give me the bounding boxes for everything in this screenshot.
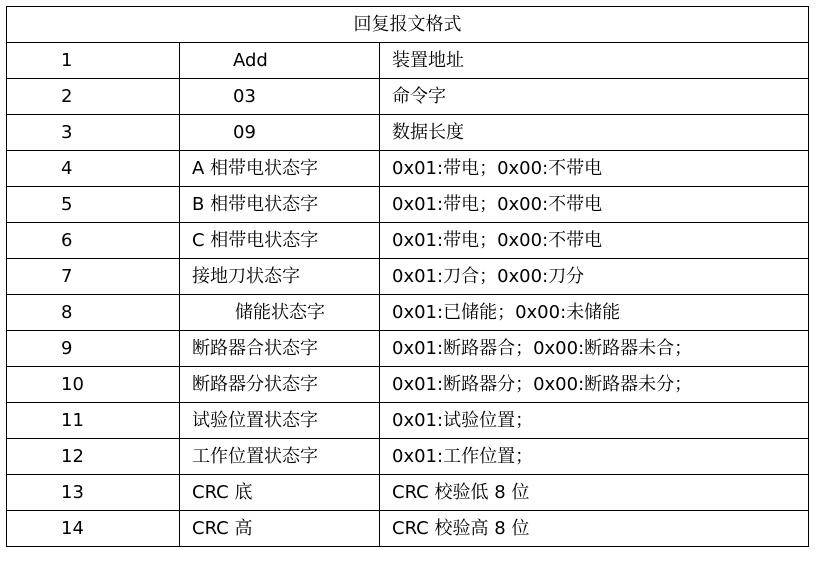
field-name: 断路器分状态字 — [180, 367, 380, 403]
table-row — [7, 259, 809, 295]
row-number: 3 — [7, 115, 180, 151]
field-description: 命令字 — [380, 79, 809, 115]
row-number: 11 — [7, 403, 180, 439]
table-row — [7, 187, 809, 223]
row-number: 2 — [7, 79, 180, 115]
table-row — [7, 439, 809, 475]
row-number: 4 — [7, 151, 180, 187]
reply-message-format-table — [6, 6, 809, 547]
field-description: 0x01:带电；0x00:不带电 — [380, 187, 809, 223]
row-number: 13 — [7, 475, 180, 511]
table-row — [7, 43, 809, 79]
row-number: 7 — [7, 259, 180, 295]
table-row — [7, 223, 809, 259]
row-number: 12 — [7, 439, 180, 475]
table-row — [7, 367, 809, 403]
field-description: 0x01:断路器分；0x00:断路器未分； — [380, 367, 809, 403]
field-description: 装置地址 — [380, 43, 809, 79]
row-number: 8 — [7, 295, 180, 331]
table-row — [7, 79, 809, 115]
field-description: 0x01:工作位置； — [380, 439, 809, 475]
row-number: 9 — [7, 331, 180, 367]
field-name: 接地刀状态字 — [180, 259, 380, 295]
field-description: 0x01:刀合；0x00:刀分 — [380, 259, 809, 295]
table-row — [7, 511, 809, 547]
field-description: 0x01:断路器合；0x00:断路器未合； — [380, 331, 809, 367]
row-number: 14 — [7, 511, 180, 547]
field-name: CRC 底 — [180, 475, 380, 511]
row-number: 6 — [7, 223, 180, 259]
field-name: C 相带电状态字 — [180, 223, 380, 259]
table-title: 回复报文格式 — [7, 7, 809, 43]
field-name: 03 — [180, 79, 380, 115]
table-row — [7, 331, 809, 367]
field-name: B 相带电状态字 — [180, 187, 380, 223]
field-name: CRC 高 — [180, 511, 380, 547]
field-description: 0x01:带电；0x00:不带电 — [380, 223, 809, 259]
field-name: Add — [180, 43, 380, 79]
field-description: CRC 校验低 8 位 — [380, 475, 809, 511]
field-name: 储能状态字 — [180, 295, 380, 331]
row-number: 1 — [7, 43, 180, 79]
field-name: 工作位置状态字 — [180, 439, 380, 475]
field-name: A 相带电状态字 — [180, 151, 380, 187]
table-row — [7, 115, 809, 151]
field-name: 断路器合状态字 — [180, 331, 380, 367]
field-name: 09 — [180, 115, 380, 151]
row-number: 5 — [7, 187, 180, 223]
table-row — [7, 151, 809, 187]
table-row — [7, 295, 809, 331]
field-description: 数据长度 — [380, 115, 809, 151]
row-number: 10 — [7, 367, 180, 403]
table-row — [7, 475, 809, 511]
field-description: 0x01:带电；0x00:不带电 — [380, 151, 809, 187]
field-description: 0x01:已储能；0x00:未储能 — [380, 295, 809, 331]
field-description: 0x01:试验位置； — [380, 403, 809, 439]
table-row — [7, 403, 809, 439]
field-description: CRC 校验高 8 位 — [380, 511, 809, 547]
field-name: 试验位置状态字 — [180, 403, 380, 439]
table-title-row — [7, 7, 809, 43]
